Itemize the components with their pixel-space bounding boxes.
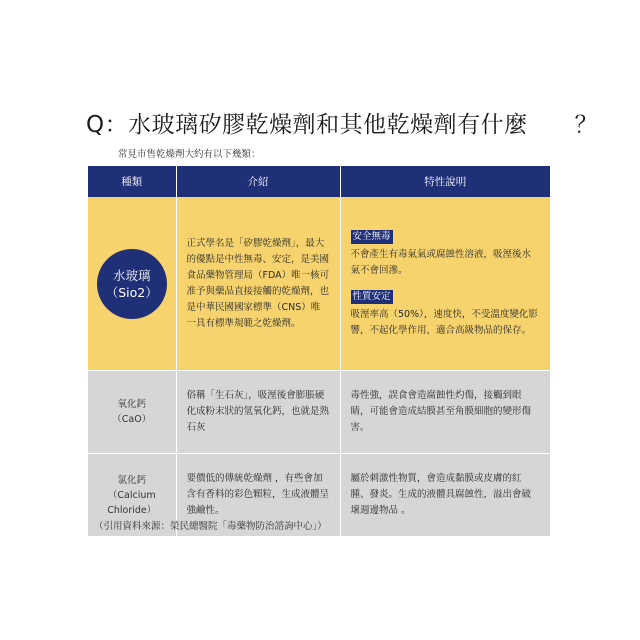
type-name: 氯化鈣: [117, 474, 146, 486]
type-cell: [88, 371, 176, 454]
intro-text: 正式學名是「矽膠乾燥劑」，最大的優點是中性無毒、安定，是美國食品藥物管理局（FDA）唯一核可准予與藥品直接接觸的乾燥劑，也是中華民國國家標準（CNS）唯一具有標準規範之乾燥劑。: [186, 237, 330, 329]
feature-text: 不會產生有毒氣氣或腐蝕性溶液，吸溼後水氣不會回滲。: [350, 248, 532, 276]
intro-cell: [176, 371, 340, 454]
header-intro: 介紹: [176, 166, 340, 197]
features-cell: [340, 197, 550, 371]
type-formula: （CaO）: [112, 414, 152, 425]
table-row: [88, 371, 550, 454]
title-highlight: 不同: [527, 112, 575, 138]
type-name: 氧化鈣: [117, 399, 146, 410]
page-title: [86, 108, 598, 142]
features-block: [341, 229, 551, 339]
header-type: 種類: [88, 166, 176, 197]
feature-text: 毒性強，誤食會造腐蝕性灼傷，接觸到眼睛，可能會造成結膜甚至角膜細胞的變形傷害。: [350, 390, 532, 433]
type-cell: [88, 197, 176, 371]
subtitle: 常見市售乾燥劑大約有以下幾類：: [118, 149, 261, 160]
features-cell: [340, 454, 550, 537]
type-name: 水玻璃: [112, 267, 151, 283]
type-badge-circle: [97, 249, 167, 319]
source-footnote: （引用資料來源：榮民總醫院「毒藥物防治諮詢中心」）: [94, 521, 327, 532]
title-suffix: ？: [574, 112, 599, 138]
header-features: 特性說明: [340, 166, 550, 197]
table-header-row: [88, 166, 550, 197]
table-row: [88, 197, 550, 371]
intro-text: 要價低的傳統乾燥劑 ，有些會加含有香料的彩色顆粒，生成液體呈強鹼性。: [186, 473, 330, 516]
feature-tag: 安全無毒: [352, 230, 391, 242]
comparison-table: [88, 166, 550, 537]
intro-cell: [176, 197, 340, 371]
intro-text: 俗稱「生石灰」，吸溼後會膨脹硬化成粉末狀的氫氧化鈣，也就是熟石灰: [186, 390, 330, 433]
type-formula: （Sio2）: [105, 284, 158, 300]
type-formula: （Calcium Chloride）: [107, 489, 157, 516]
title-prefix: Q：水玻璃矽膠乾燥劑和其他乾燥劑有什麼: [86, 112, 528, 138]
features-cell: [340, 371, 550, 454]
feature-text: 吸溼率高（50%），速度快，不受溫度變化影響，不起化學作用，適合高級物品的保存。: [350, 308, 538, 336]
feature-text: 屬於刺激性物質，會造成黏膜或皮膚的紅腫、發炎。生成的液體具腐蝕性，溢出會破壞週邊物品 。: [350, 473, 532, 516]
feature-tag: 性質安定: [352, 290, 391, 302]
